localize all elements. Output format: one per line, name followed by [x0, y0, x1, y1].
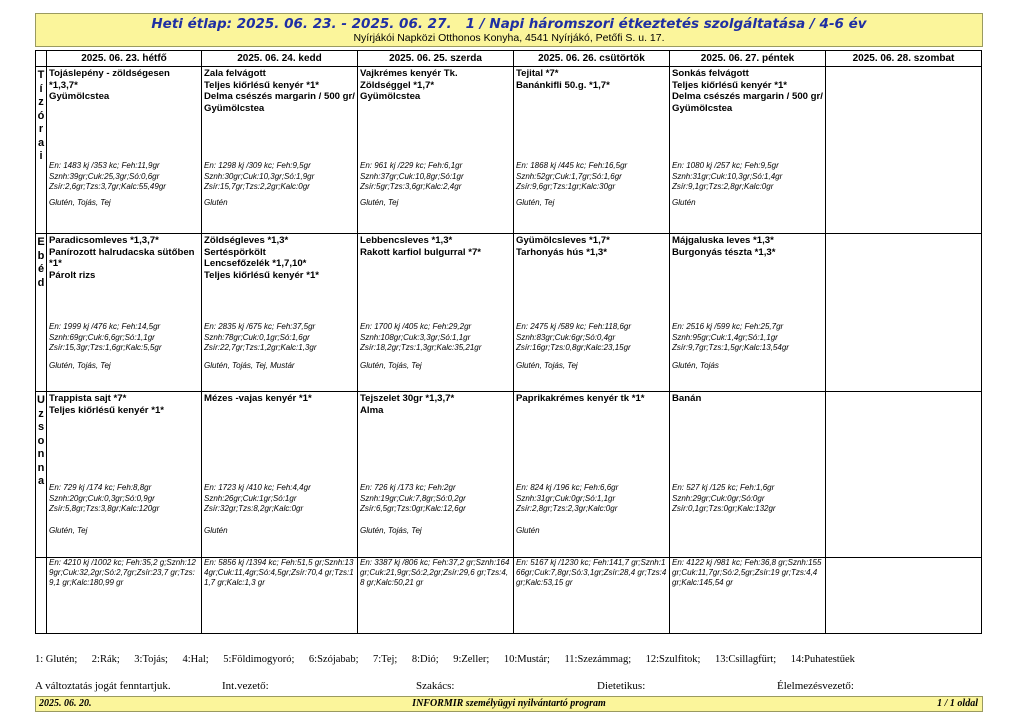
dish-item: Gyümölcsleves *1,7* — [516, 235, 610, 246]
allergen-list: Glutén — [672, 198, 696, 207]
dish-item: Sonkás felvágott — [672, 68, 749, 79]
dish-item: Sertéspörkölt — [204, 246, 266, 258]
menu-cell — [826, 392, 982, 558]
meal-row — [36, 234, 982, 392]
dish-item: Teljes kiőrlésű kenyér *1* — [204, 269, 320, 281]
nutrition-line: Zsír:15,3gr;Tzs:1,6gr;Kalc:5,5gr — [49, 343, 162, 352]
nutrition-line: Sznh:108gr;Cuk:3,3gr;Só:1,1gr — [360, 332, 471, 342]
meal-label-letter: r — [38, 123, 44, 135]
allergen-list: Glutén, Tej — [360, 198, 399, 207]
menu-cell — [670, 67, 826, 234]
meal-label-letter: a — [37, 475, 45, 487]
meal-label — [36, 67, 47, 234]
legend-item: 1: Glutén; — [35, 654, 78, 665]
daily-total-text: En: 5856 kj /1394 kc; Feh:51,5 gr;Sznh:134gr;Cuk:11,4gr;Só:4,5gr;Zsír:70,4 gr;Tzs:11,7 gr;Kalc:1,3 gr — [204, 558, 354, 588]
nutrition-line: En: 1700 kj /405 kc; Feh:29,2gr — [360, 322, 472, 331]
nutrition-line: En: 961 kj /229 kc; Feh:6,1gr — [360, 161, 463, 170]
nutrition-info — [516, 322, 667, 354]
allergen-list: Glutén — [516, 526, 540, 535]
nutrition-info — [672, 483, 823, 515]
meal-label-letter: T — [37, 69, 45, 81]
nutrition-line: Zsír:5gr;Tzs:3,6gr;Kalc:2,4gr — [360, 182, 462, 191]
daily-total-row — [36, 558, 982, 634]
meal-label — [36, 234, 47, 392]
nutrition-line: Zsír:9,7gr;Tzs:1,5gr;Kalc:13,54gr — [672, 343, 789, 352]
daily-total-text: En: 4210 kj /1002 kc; Feh:35,2 g;Sznh:129gr;Cuk:32,2gr;Só:2,7gr;Zsír:23,7 gr;Tzs:9,1 gr;Kalc:180,99 gr — [49, 558, 196, 588]
nutrition-line: Sznh:83gr;Cuk:6gr;Só:0,4gr — [516, 332, 616, 342]
dish-item: Rakott karfiol bulgurral *7* — [360, 246, 482, 258]
allergen-list: Glutén, Tojás, Tej — [516, 361, 578, 370]
allergen-list: Glutén, Tej — [49, 526, 88, 535]
allergen-list: Glutén, Tojás — [672, 361, 719, 370]
dish-item: Trappista sajt *7* — [49, 393, 127, 404]
menu-cell — [670, 392, 826, 558]
meal-label-letter: ó — [37, 109, 45, 122]
menu-cell — [514, 234, 670, 392]
dish-item: Paradicsomleves *1,3,7* — [49, 235, 159, 246]
nutrition-line: Sznh:31gr;Cuk:0gr;Só:1,1gr — [516, 493, 616, 503]
dish-item: Zöldségleves *1,3* — [204, 235, 289, 246]
nutrition-line: Zsír:32gr;Tzs:8,2gr;Kalc:0gr — [204, 504, 304, 513]
daily-total-text: En: 4122 kj /981 kc; Feh:36,8 gr;Sznh:155gr;Cuk:11,7gr;Só:2,5gr;Zsír:19 gr;Tzs:4,4 gr;Kalc:145,54 gr — [672, 558, 822, 588]
dish-list — [826, 67, 981, 68]
dish-item: Panírozott halrudacska sütőben *1* — [49, 246, 195, 270]
menu-cell — [358, 67, 514, 234]
meal-label-letter: n — [37, 461, 45, 474]
kitchen-address: Nyírjákói Napközi Otthonos Konyha, 4541 Nyírjákó, Petőfi S. u. 17. — [353, 32, 665, 44]
dish-item: Burgonyás tészta *1,3* — [672, 246, 776, 258]
nutrition-line: En: 527 kj /125 kc; Feh:1,6gr — [672, 483, 775, 492]
legend-item: 4:Hal; — [182, 654, 209, 665]
dish-item: Lebbencsleves *1,3* — [360, 235, 453, 246]
daily-total-cell — [826, 558, 982, 634]
dish-list — [358, 67, 513, 103]
nutrition-line: En: 824 kj /196 kc; Feh:6,6gr — [516, 483, 619, 492]
dietitian-signature-label: Dietetikus: — [597, 680, 646, 692]
nutrition-info — [204, 161, 355, 193]
dish-item: Mézes -vajas kenyér *1* — [204, 393, 312, 404]
dish-item: Párolt rizs — [49, 269, 96, 281]
dish-item: Zala felvágott — [204, 68, 266, 79]
meal-label-letter: n — [37, 448, 45, 460]
daily-total-cell — [358, 558, 514, 634]
meal-label — [36, 392, 47, 558]
nutrition-info — [360, 483, 511, 515]
dish-list — [47, 67, 201, 103]
head-signature-label: Int.vezető: — [222, 680, 269, 692]
dish-item: Paprikakrémes kenyér tk *1* — [516, 393, 645, 404]
menu-cell — [670, 234, 826, 392]
nutrition-line: Sznh:29gr;Cuk:0gr;Só:0gr — [672, 493, 765, 503]
nutrition-line: Zsír:0,1gr;Tzs:0gr;Kalc:132gr — [672, 504, 776, 513]
nutrition-line: Zsír:6,5gr;Tzs:0gr;Kalc:12,6gr — [360, 504, 466, 513]
nutrition-line: Zsír:5,8gr;Tzs:3,8gr;Kalc:120gr — [49, 504, 160, 513]
nutrition-info — [49, 483, 199, 515]
nutrition-line: Zsír:15,7gr;Tzs:2,2gr;Kalc:0gr — [204, 182, 310, 191]
nutrition-line: Zsír:9,1gr;Tzs:2,8gr;Kalc:0gr — [672, 182, 774, 191]
dish-item: Delma csészés margarin / 500 gr/ — [204, 91, 355, 103]
menu-cell — [358, 234, 514, 392]
nutrition-line: En: 729 kj /174 kc; Feh:8,8gr — [49, 483, 152, 492]
nutrition-info — [204, 483, 355, 515]
meal-label-letter: b — [37, 249, 45, 262]
menu-cell — [202, 392, 358, 558]
menu-table — [35, 50, 982, 634]
daily-total-cell — [514, 558, 670, 634]
dish-item: Tejszelet 30gr *1,3,7* — [360, 393, 455, 404]
allergen-list: Glutén — [204, 198, 228, 207]
menu-cell — [202, 67, 358, 234]
nutrition-line: En: 1999 kj /476 kc; Feh:14,5gr — [49, 322, 161, 331]
dish-list — [202, 234, 357, 281]
dish-item: Gyümölcstea — [49, 91, 110, 103]
change-note: A változtatás jogát fenntartjuk. — [35, 680, 171, 692]
allergen-list: Glutén, Tojás, Tej, Mustár — [204, 361, 295, 370]
daily-total-text: En: 5167 kj /1230 kc; Feh:141,7 gr;Sznh:166gr;Cuk:7,8gr;Só:3,1gr;Zsír:28,4 gr;Tzs:4 gr;Kalc:53,15 gr — [516, 558, 667, 588]
legend-item: 6:Szójabab; — [308, 654, 359, 665]
nutrition-line: En: 1483 kj /353 kc; Feh:11,9gr — [49, 161, 160, 170]
nutrition-line: Sznh:95gr;Cuk:1,4gr;Só:1,1gr — [672, 332, 778, 342]
dish-item: Tojáslepény - zöldségesen *1,3,7* — [49, 68, 170, 91]
dish-list — [202, 67, 357, 114]
dish-item: Banánkifli 50.g. *1,7* — [516, 79, 610, 91]
menu-cell — [826, 67, 982, 234]
legend-item: 7:Tej; — [373, 654, 398, 665]
meal-label-letter: a — [37, 136, 45, 149]
dish-item: Teljes kiőrlésű kenyér *1* — [49, 404, 165, 416]
nutrition-line: Sznh:52gr;Cuk:1,7gr;Só:1,6gr — [516, 171, 622, 181]
footer-date: 2025. 06. 20. — [39, 698, 92, 709]
meal-label-letter: í — [39, 82, 43, 95]
nutrition-line: Sznh:19gr;Cuk:7,8gr;Só:0,2gr — [360, 493, 466, 503]
legend-item: 11:Szezámmag; — [564, 654, 632, 665]
dish-list — [670, 67, 825, 114]
meal-label-letter: z — [38, 407, 44, 420]
dish-list — [514, 392, 669, 405]
legend-item: 3:Tojás; — [134, 654, 168, 665]
dish-item: Gyümölcstea — [360, 91, 421, 103]
day-header-row — [36, 51, 982, 67]
nutrition-info — [516, 161, 667, 193]
dish-list — [826, 392, 981, 393]
nutrition-line: En: 2475 kj /589 kc; Feh:118,6gr — [516, 322, 632, 331]
corner-cell — [36, 51, 47, 67]
nutrition-line: Sznh:78gr;Cuk:0,1gr;Só:1,6gr — [204, 332, 310, 342]
menu-cell — [358, 392, 514, 558]
daily-total-cell — [202, 558, 358, 634]
dish-list — [358, 392, 513, 416]
meal-row — [36, 67, 982, 234]
daily-total-text: En: 3387 kj /806 kc; Feh:37,2 gr;Sznh:164gr;Cuk:21,9gr;Só:2,2gr;Zsír:29,6 gr;Tzs:4,8 gr;Kalc:50,21 gr — [360, 558, 510, 588]
daily-total-cell — [670, 558, 826, 634]
page-header — [35, 13, 983, 47]
allergen-list: Glutén, Tojás, Tej — [360, 361, 422, 370]
menu-cell — [514, 392, 670, 558]
day-header: 2025. 06. 26. csütörtök — [514, 51, 670, 67]
nutrition-line: Zsír:16gr;Tzs:0,8gr;Kalc:23,15gr — [516, 343, 631, 352]
dish-list — [47, 392, 201, 416]
meal-label-letter: é — [37, 263, 45, 275]
allergen-legend — [35, 654, 869, 665]
daily-total-cell — [47, 558, 202, 634]
legend-item: 12:Szulfitok; — [645, 654, 701, 665]
dish-item: Vajkrémes kenyér Tk. — [360, 68, 458, 79]
menu-cell — [47, 392, 202, 558]
nutrition-line: En: 1298 kj /309 kc; Feh:9,5gr — [204, 161, 311, 170]
dish-list — [358, 234, 513, 258]
nutrition-line: En: 1723 kj /410 kc; Feh:4,4gr — [204, 483, 311, 492]
nutrition-line: En: 2516 kj /599 kc; Feh:25,7gr — [672, 322, 784, 331]
dish-list — [826, 234, 981, 235]
nutrition-line: Sznh:69gr;Cuk:6,6gr;Só:1,1gr — [49, 332, 155, 342]
legend-item: 2:Rák; — [91, 654, 120, 665]
footer-page: 1 / 1 oldal — [937, 698, 978, 709]
day-header: 2025. 06. 28. szombat — [826, 51, 982, 67]
dish-list — [202, 392, 357, 405]
meal-label-letter: E — [37, 236, 45, 248]
dish-item: Delma csészés margarin / 500 gr/ — [672, 91, 823, 103]
dish-item: Gyümölcstea — [672, 102, 733, 114]
nutrition-line: Sznh:26gr;Cuk:1gr;Só:1gr — [204, 493, 297, 503]
page-footer — [35, 696, 983, 712]
day-header: 2025. 06. 23. hétfő — [47, 51, 202, 67]
dish-item: Gyümölcstea — [204, 102, 265, 114]
dish-item: Lencsefőzelék *1,7,10* — [204, 258, 307, 270]
legend-item: 8:Dió; — [411, 654, 439, 665]
nutrition-line: Sznh:20gr;Cuk:0,3gr;Só:0,9gr — [49, 493, 155, 503]
nutrition-line: En: 1080 kj /257 kc; Feh:9,5gr — [672, 161, 779, 170]
meal-row — [36, 392, 982, 558]
nutrition-line: Zsír:2,6gr;Tzs:3,7gr;Kalc:55,49gr — [49, 182, 166, 191]
nutrition-line: En: 2835 kj /675 kc; Feh:37,5gr — [204, 322, 316, 331]
dish-item: Teljes kiőrlésű kenyér *1* — [204, 79, 320, 91]
legend-item: 13:Csillagfürt; — [714, 654, 777, 665]
footer-program: INFORMIR személyügyi nyilvántartó program — [412, 698, 606, 709]
food-manager-signature-label: Élelmezésvezető: — [777, 680, 854, 692]
legend-item: 10:Mustár; — [503, 654, 550, 665]
allergen-list: Glutén, Tej — [516, 198, 555, 207]
dish-item: Zöldséggel *1,7* — [360, 79, 435, 91]
legend-item: 9:Zeller; — [453, 654, 490, 665]
nutrition-info — [360, 322, 511, 354]
menu-cell — [47, 234, 202, 392]
menu-cell — [202, 234, 358, 392]
meal-label-letter: d — [37, 276, 45, 289]
legend-item: 14:Puhatestűek — [790, 654, 855, 665]
day-header: 2025. 06. 25. szerda — [358, 51, 514, 67]
dish-list — [514, 234, 669, 258]
day-header: 2025. 06. 27. péntek — [670, 51, 826, 67]
dish-item: Tejital *7* — [516, 68, 559, 79]
nutrition-line: Sznh:30gr;Cuk:10,3gr;Só:1,9gr — [204, 171, 315, 181]
meal-label-letter: o — [37, 434, 45, 447]
day-header: 2025. 06. 24. kedd — [202, 51, 358, 67]
allergen-list: Glutén, Tojás, Tej — [360, 526, 422, 535]
nutrition-info — [672, 322, 823, 354]
dish-list — [670, 392, 825, 405]
nutrition-line: En: 1868 kj /445 kc; Feh:16,5gr — [516, 161, 628, 170]
nutrition-line: Zsír:2,8gr;Tzs:2,3gr;Kalc:0gr — [516, 504, 618, 513]
nutrition-info — [204, 322, 355, 354]
nutrition-line: En: 726 kj /173 kc; Feh:2gr — [360, 483, 456, 492]
nutrition-line: Sznh:39gr;Cuk:25,3gr;Só:0,6gr — [49, 171, 160, 181]
nutrition-info — [360, 161, 511, 193]
nutrition-info — [49, 161, 199, 193]
nutrition-line: Zsír:22,7gr;Tzs:1,2gr;Kalc:1,3gr — [204, 343, 317, 352]
menu-cell — [826, 234, 982, 392]
dish-item: Banán — [672, 393, 702, 404]
nutrition-line: Zsír:18,2gr;Tzs:1,3gr;Kalc:35,21gr — [360, 343, 482, 352]
meal-label-letter: s — [37, 421, 45, 433]
dish-list — [514, 67, 669, 91]
nutrition-line: Sznh:31gr;Cuk:10,3gr;Só:1,4gr — [672, 171, 783, 181]
meal-label-letter: i — [39, 150, 43, 162]
dish-list — [670, 234, 825, 258]
dish-item: Teljes kiőrlésű kenyér *1* — [672, 79, 788, 91]
page-title: Heti étlap: 2025. 06. 23. - 2025. 06. 27. 1 / Napi háromszori étkeztetés szolgáltatása / 4-6 év — [151, 16, 867, 32]
daily-total-label — [36, 558, 47, 634]
dish-item: Alma — [360, 404, 384, 416]
nutrition-line: Sznh:37gr;Cuk:10,8gr;Só:1gr — [360, 171, 464, 181]
nutrition-info — [516, 483, 667, 515]
allergen-list: Glutén, Tojás, Tej — [49, 198, 111, 207]
nutrition-info — [672, 161, 823, 193]
nutrition-line: Zsír:9,6gr;Tzs:1gr;Kalc:30gr — [516, 182, 616, 191]
menu-cell — [514, 67, 670, 234]
dish-item: Tarhonyás hús *1,3* — [516, 246, 607, 258]
allergen-list: Glutén — [204, 526, 228, 535]
chef-signature-label: Szakács: — [416, 680, 455, 692]
dish-list — [47, 234, 201, 281]
dish-item: Májgaluska leves *1,3* — [672, 235, 774, 246]
meal-label-letter: U — [37, 394, 45, 406]
menu-cell — [47, 67, 202, 234]
meal-label-letter: z — [38, 96, 44, 108]
nutrition-info — [49, 322, 199, 354]
legend-item: 5:Földimogyoró; — [223, 654, 295, 665]
allergen-list: Glutén, Tojás, Tej — [49, 361, 111, 370]
